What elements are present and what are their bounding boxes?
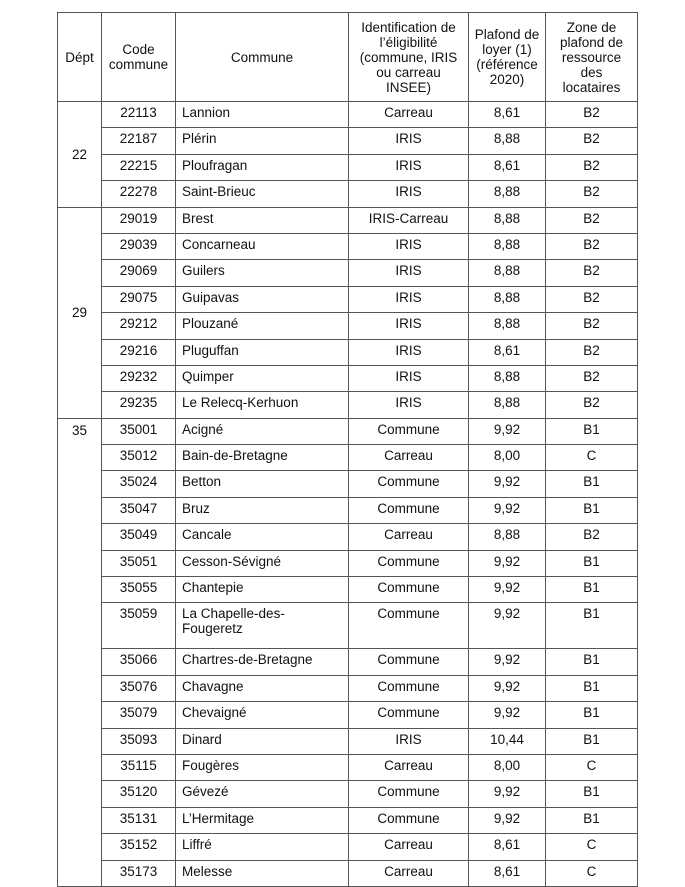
header-zone: Zone de plafond de ressource des locataires [546, 13, 638, 102]
identification-cell: Commune [349, 675, 469, 701]
table-body [58, 102, 638, 887]
identification-cell: IRIS [349, 181, 469, 207]
zone-cell: B2 [546, 286, 638, 312]
identification-cell: Carreau [349, 524, 469, 550]
identification-cell: Commune [349, 471, 469, 497]
commune-cell: Bruz [176, 497, 349, 523]
table-row [58, 418, 638, 444]
table-row [58, 233, 638, 259]
identification-cell: IRIS [349, 233, 469, 259]
header-row [58, 13, 638, 102]
code-cell: 22278 [102, 181, 176, 207]
table-row [58, 781, 638, 807]
code-cell: 35012 [102, 445, 176, 471]
identification-cell: IRIS [349, 286, 469, 312]
plafond-loyer-cell: 8,88 [469, 392, 546, 418]
code-cell: 29019 [102, 207, 176, 233]
commune-cell: Melesse [176, 860, 349, 886]
table-row [58, 365, 638, 391]
commune-cell: Acigné [176, 418, 349, 444]
plafond-loyer-cell: 8,88 [469, 286, 546, 312]
commune-cell: Chartres-de-Bretagne [176, 649, 349, 675]
plafond-loyer-cell: 8,00 [469, 445, 546, 471]
header-code: Code commune [102, 13, 176, 102]
identification-cell: Commune [349, 649, 469, 675]
header-commune: Commune [176, 13, 349, 102]
plafond-loyer-cell: 8,88 [469, 524, 546, 550]
code-cell: 29075 [102, 286, 176, 312]
table-row [58, 313, 638, 339]
code-cell: 22113 [102, 102, 176, 128]
identification-cell: IRIS [349, 365, 469, 391]
commune-cell: La Chapelle-des-Fougeretz [176, 603, 349, 649]
commune-cell: Concarneau [176, 233, 349, 259]
commune-cell: Chantepie [176, 577, 349, 603]
identification-cell: Carreau [349, 860, 469, 886]
header-dept: Dépt [58, 13, 102, 102]
identification-cell: Carreau [349, 445, 469, 471]
plafond-loyer-cell: 8,88 [469, 260, 546, 286]
table-row [58, 702, 638, 728]
plafond-loyer-cell: 8,61 [469, 339, 546, 365]
zone-cell: B1 [546, 577, 638, 603]
zone-cell: C [546, 754, 638, 780]
commune-cell: L’Hermitage [176, 807, 349, 833]
code-cell: 22215 [102, 154, 176, 180]
table-row [58, 834, 638, 860]
code-cell: 35066 [102, 649, 176, 675]
table-row [58, 102, 638, 128]
table-row [58, 286, 638, 312]
identification-cell: Commune [349, 807, 469, 833]
commune-cell: Quimper [176, 365, 349, 391]
commune-cell: Brest [176, 207, 349, 233]
commune-cell: Fougères [176, 754, 349, 780]
zone-cell: B2 [546, 392, 638, 418]
plafond-loyer-cell: 9,92 [469, 649, 546, 675]
identification-cell: Carreau [349, 102, 469, 128]
plafond-loyer-cell: 9,92 [469, 702, 546, 728]
plafond-loyer-cell: 9,92 [469, 497, 546, 523]
zone-cell: B1 [546, 649, 638, 675]
code-cell: 29039 [102, 233, 176, 259]
code-cell: 35152 [102, 834, 176, 860]
commune-cell: Liffré [176, 834, 349, 860]
table-row [58, 603, 638, 649]
zone-cell: B2 [546, 128, 638, 154]
identification-cell: IRIS [349, 339, 469, 365]
identification-cell: IRIS [349, 260, 469, 286]
commune-cell: Dinard [176, 728, 349, 754]
zone-cell: C [546, 834, 638, 860]
plafond-loyer-cell: 9,92 [469, 550, 546, 576]
identification-cell: IRIS [349, 313, 469, 339]
commune-cell: Plouzané [176, 313, 349, 339]
identification-cell: Commune [349, 702, 469, 728]
commune-cell: Ploufragan [176, 154, 349, 180]
identification-cell: Commune [349, 577, 469, 603]
zone-cell: B2 [546, 233, 638, 259]
code-cell: 29235 [102, 392, 176, 418]
code-cell: 35049 [102, 524, 176, 550]
table-row [58, 260, 638, 286]
plafond-loyer-cell: 9,92 [469, 603, 546, 649]
code-cell: 35001 [102, 418, 176, 444]
zone-cell: B1 [546, 728, 638, 754]
identification-cell: IRIS [349, 392, 469, 418]
table-row [58, 128, 638, 154]
header-identification: Identification de l’éligibilité (commune, IRIS ou carreau INSEE) [349, 13, 469, 102]
identification-cell: Carreau [349, 754, 469, 780]
header-plafond-loyer: Plafond de loyer (1) (référence 2020) [469, 13, 546, 102]
table-row [58, 181, 638, 207]
table-row [58, 807, 638, 833]
zone-cell: B1 [546, 603, 638, 649]
zone-cell: C [546, 445, 638, 471]
identification-cell: Commune [349, 497, 469, 523]
table-row [58, 445, 638, 471]
zone-cell: B1 [546, 418, 638, 444]
plafond-loyer-cell: 8,88 [469, 313, 546, 339]
zone-cell: B2 [546, 154, 638, 180]
table-row [58, 860, 638, 886]
zone-cell: B2 [546, 365, 638, 391]
table-row [58, 728, 638, 754]
zone-cell: B2 [546, 524, 638, 550]
dept-cell: 35 [58, 418, 102, 886]
code-cell: 35055 [102, 577, 176, 603]
plafond-loyer-cell: 8,61 [469, 860, 546, 886]
zone-cell: B2 [546, 313, 638, 339]
code-cell: 29232 [102, 365, 176, 391]
identification-cell: IRIS [349, 128, 469, 154]
plafond-loyer-cell: 8,88 [469, 365, 546, 391]
code-cell: 35076 [102, 675, 176, 701]
code-cell: 35093 [102, 728, 176, 754]
code-cell: 35024 [102, 471, 176, 497]
plafond-loyer-cell: 8,61 [469, 102, 546, 128]
plafond-loyer-cell: 9,92 [469, 471, 546, 497]
commune-cell: Guipavas [176, 286, 349, 312]
zone-cell: B1 [546, 781, 638, 807]
code-cell: 35059 [102, 603, 176, 649]
plafond-loyer-cell: 9,92 [469, 675, 546, 701]
commune-cell: Chavagne [176, 675, 349, 701]
communes-table [57, 12, 638, 887]
zone-cell: B2 [546, 339, 638, 365]
plafond-loyer-cell: 9,92 [469, 781, 546, 807]
table-row [58, 392, 638, 418]
commune-cell: Chevaigné [176, 702, 349, 728]
dept-cell: 29 [58, 207, 102, 418]
identification-cell: Commune [349, 781, 469, 807]
zone-cell: B1 [546, 497, 638, 523]
commune-cell: Guilers [176, 260, 349, 286]
plafond-loyer-cell: 8,88 [469, 207, 546, 233]
zone-cell: B2 [546, 260, 638, 286]
plafond-loyer-cell: 8,88 [469, 181, 546, 207]
table-row [58, 649, 638, 675]
plafond-loyer-cell: 10,44 [469, 728, 546, 754]
code-cell: 35051 [102, 550, 176, 576]
table-row [58, 207, 638, 233]
code-cell: 29216 [102, 339, 176, 365]
plafond-loyer-cell: 8,88 [469, 233, 546, 259]
plafond-loyer-cell: 9,92 [469, 807, 546, 833]
zone-cell: C [546, 860, 638, 886]
identification-cell: IRIS [349, 154, 469, 180]
commune-cell: Bain-de-Bretagne [176, 445, 349, 471]
commune-cell: Lannion [176, 102, 349, 128]
table-row [58, 471, 638, 497]
zone-cell: B2 [546, 181, 638, 207]
commune-cell: Le Relecq-Kerhuon [176, 392, 349, 418]
code-cell: 29212 [102, 313, 176, 339]
table-row [58, 754, 638, 780]
zone-cell: B2 [546, 207, 638, 233]
plafond-loyer-cell: 8,61 [469, 154, 546, 180]
identification-cell: Commune [349, 550, 469, 576]
plafond-loyer-cell: 9,92 [469, 418, 546, 444]
code-cell: 35120 [102, 781, 176, 807]
identification-cell: IRIS-Carreau [349, 207, 469, 233]
table-row [58, 577, 638, 603]
code-cell: 35079 [102, 702, 176, 728]
commune-cell: Betton [176, 471, 349, 497]
table-row [58, 550, 638, 576]
table-row [58, 524, 638, 550]
plafond-loyer-cell: 8,00 [469, 754, 546, 780]
table-row [58, 154, 638, 180]
commune-cell: Plérin [176, 128, 349, 154]
dept-cell: 22 [58, 102, 102, 208]
zone-cell: B1 [546, 702, 638, 728]
zone-cell: B1 [546, 807, 638, 833]
zone-cell: B1 [546, 675, 638, 701]
commune-cell: Gévezé [176, 781, 349, 807]
code-cell: 35115 [102, 754, 176, 780]
table-row [58, 497, 638, 523]
identification-cell: Carreau [349, 834, 469, 860]
commune-cell: Cesson-Sévigné [176, 550, 349, 576]
identification-cell: IRIS [349, 728, 469, 754]
zone-cell: B1 [546, 471, 638, 497]
plafond-loyer-cell: 8,61 [469, 834, 546, 860]
code-cell: 22187 [102, 128, 176, 154]
commune-cell: Cancale [176, 524, 349, 550]
table-row [58, 339, 638, 365]
commune-cell: Saint-Brieuc [176, 181, 349, 207]
commune-cell: Pluguffan [176, 339, 349, 365]
zone-cell: B1 [546, 550, 638, 576]
code-cell: 29069 [102, 260, 176, 286]
code-cell: 35173 [102, 860, 176, 886]
code-cell: 35131 [102, 807, 176, 833]
plafond-loyer-cell: 8,88 [469, 128, 546, 154]
plafond-loyer-cell: 9,92 [469, 577, 546, 603]
identification-cell: Commune [349, 418, 469, 444]
identification-cell: Commune [349, 603, 469, 649]
code-cell: 35047 [102, 497, 176, 523]
zone-cell: B2 [546, 102, 638, 128]
table-row [58, 675, 638, 701]
